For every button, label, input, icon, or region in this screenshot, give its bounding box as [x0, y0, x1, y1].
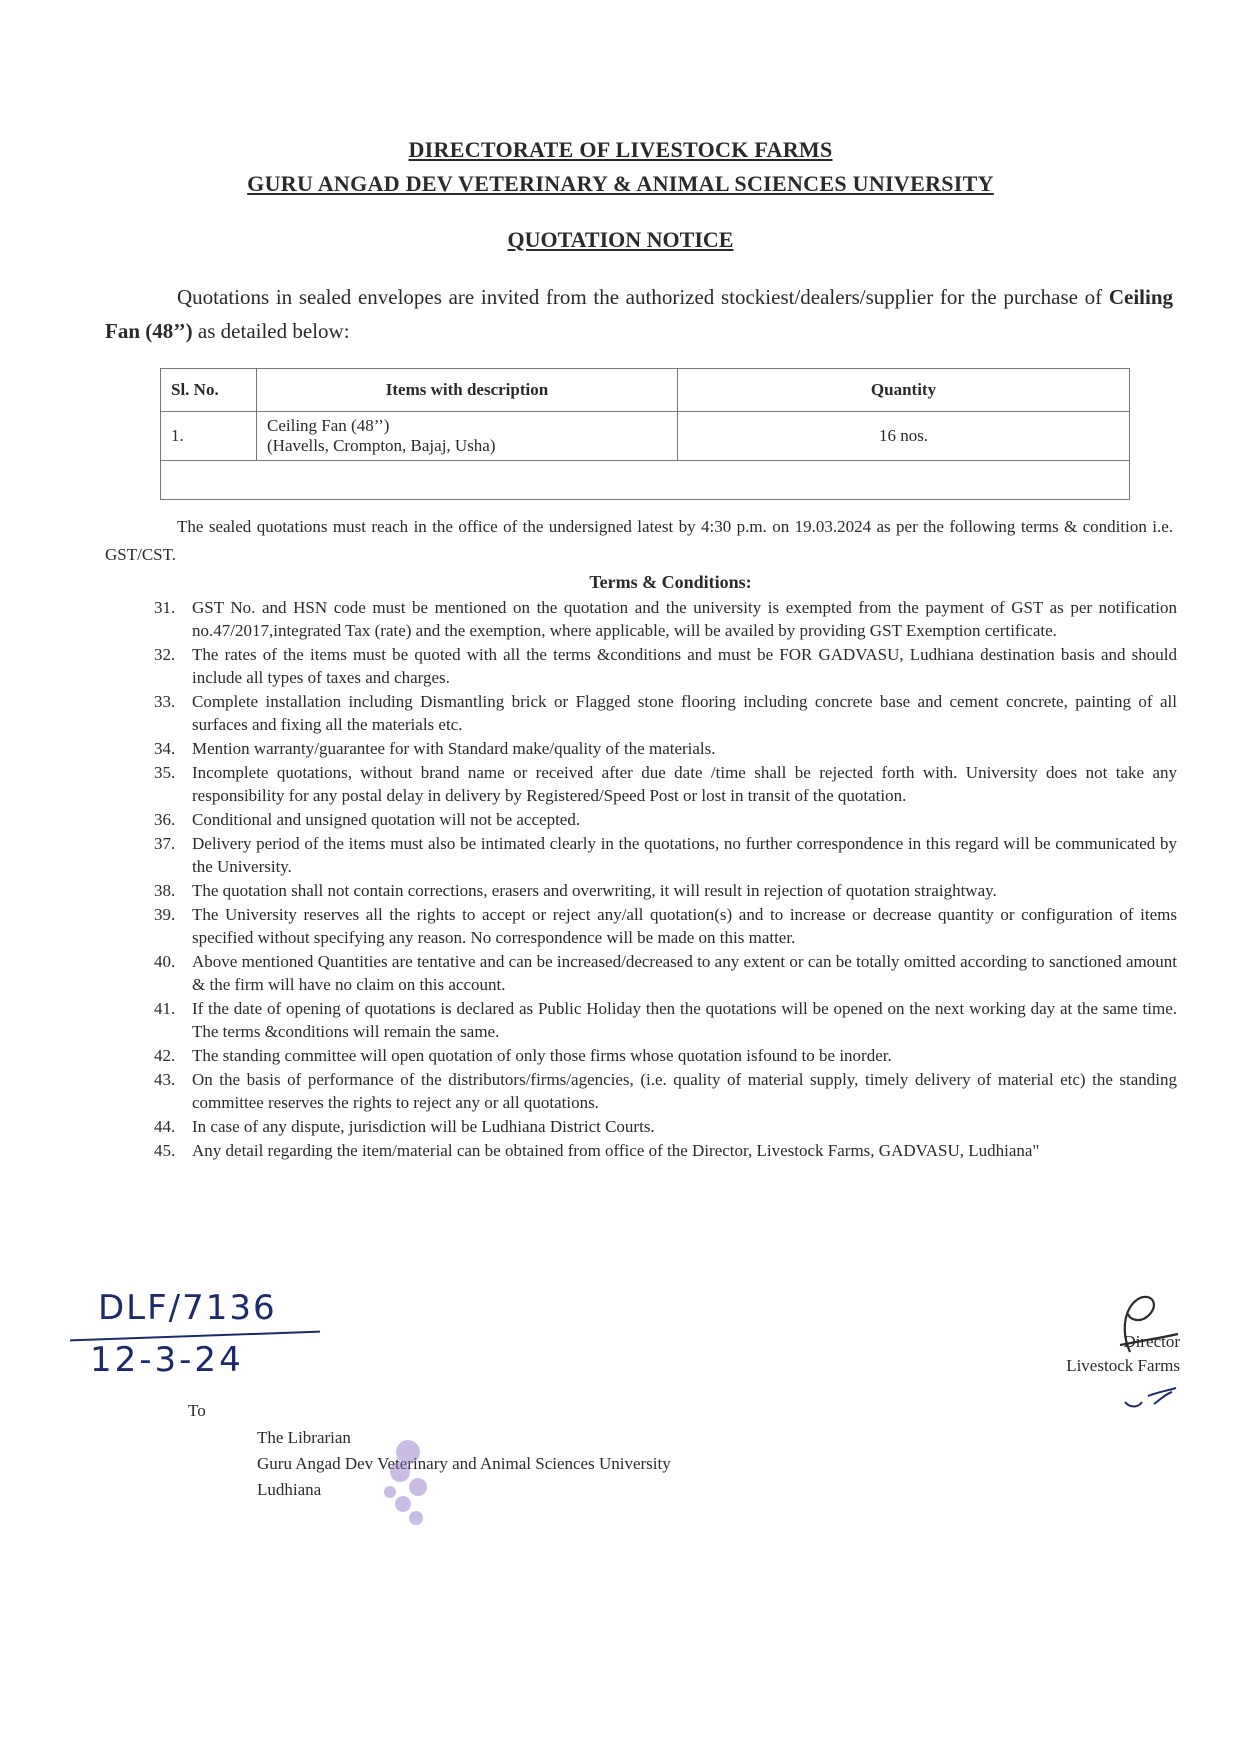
term-number: 37. — [154, 834, 176, 853]
header-quantity: Quantity — [678, 369, 1130, 412]
letterhead — [0, 133, 1241, 252]
intro-item-name: Ceiling Fan (48’’) — [105, 285, 1173, 343]
term-text: Any detail regarding the item/material can be obtained from office of the Director, Livestock Farms, GADVASU, Ludhiana" — [192, 1141, 1040, 1160]
recipient-institution: Guru Angad Dev Veterinary and Animal Sciences University — [257, 1454, 671, 1473]
directorate-title: DIRECTORATE OF LIVESTOCK FARMS — [408, 137, 833, 162]
list-item — [154, 879, 1177, 902]
list-item — [154, 1068, 1177, 1114]
terms-title: Terms & Conditions: — [589, 572, 752, 592]
header-sl-no: Sl. No. — [161, 369, 257, 412]
intro-paragraph — [105, 280, 1173, 348]
deadline-text: The sealed quotations must reach in the office of the undersigned latest by 4:30 p.m. on 19.03.2024 as per the following terms & condition i.e. GST/CST. — [105, 517, 1173, 564]
signatory-title: Director — [1123, 1332, 1180, 1351]
row-item-brands: (Havells, Crompton, Bajaj, Usha) — [267, 436, 496, 455]
list-item — [154, 1139, 1177, 1162]
university-title: GURU ANGAD DEV VETERINARY & ANIMAL SCIENCES UNIVERSITY — [247, 171, 994, 196]
list-item — [154, 1115, 1177, 1138]
term-text: The University reserves all the rights to accept or reject any/all quotation(s) and to increase or decrease quantity or configuration of items specified without specifying any reason. No correspondence will be made on this matter. — [192, 905, 1177, 947]
term-text: In case of any dispute, jurisdiction will be Ludhiana District Courts. — [192, 1117, 655, 1136]
term-number: 33. — [154, 692, 176, 711]
list-item — [154, 690, 1177, 736]
table-empty-row — [161, 461, 1130, 500]
term-number: 40. — [154, 952, 176, 971]
term-number: 31. — [154, 598, 176, 617]
signature-block — [1020, 1330, 1180, 1378]
term-text: The standing committee will open quotation of only those firms whose quotation isfound to be inorder. — [192, 1046, 892, 1065]
list-item — [154, 737, 1177, 760]
handwritten-dispatch-note — [70, 1288, 330, 1398]
handwritten-date: 12-3-24 — [90, 1340, 244, 1380]
row-item-description — [257, 412, 678, 461]
term-number: 36. — [154, 810, 176, 829]
intro-text-before: Quotations in sealed envelopes are invited from the authorized stockiest/dealers/supplier for the purchase of — [177, 285, 1109, 309]
term-number: 41. — [154, 999, 176, 1018]
term-text: On the basis of performance of the distributors/firms/agencies, (i.e. quality of material supply, timely delivery of material etc) the standing committee reserves the rights to reject any or all quotations. — [192, 1070, 1177, 1112]
row-sl-no: 1. — [161, 412, 257, 461]
row-item-name: Ceiling Fan (48’’) — [267, 416, 390, 435]
table-header-row — [161, 369, 1130, 412]
term-number: 43. — [154, 1070, 176, 1089]
term-number: 34. — [154, 739, 176, 758]
handwritten-reference: DLF/7136 — [98, 1288, 277, 1328]
to-label: To — [188, 1401, 206, 1420]
empty-cell — [161, 461, 1130, 500]
term-text: Conditional and unsigned quotation will not be accepted. — [192, 810, 581, 829]
list-item — [154, 950, 1177, 996]
list-item — [154, 1044, 1177, 1067]
term-text: GST No. and HSN code must be mentioned on the quotation and the university is exempted from the payment of GST as per notification no.47/2017,integrated Tax (rate) and the exemption, where applicable, will be availed by providing GST Exemption certificate. — [192, 598, 1177, 640]
list-item — [154, 761, 1177, 807]
list-item — [154, 997, 1177, 1043]
list-item — [154, 832, 1177, 878]
list-item — [154, 903, 1177, 949]
terms-list — [154, 596, 1177, 1163]
intro-text-after: as detailed below: — [192, 319, 350, 343]
items-table — [160, 368, 1130, 500]
recipient-city: Ludhiana — [257, 1480, 322, 1499]
term-text: The rates of the items must be quoted with all the terms &conditions and must be FOR GADVASU, Ludhiana destination basis and should include all types of taxes and charges. — [192, 645, 1177, 687]
term-number: 38. — [154, 881, 176, 900]
term-number: 45. — [154, 1141, 176, 1160]
term-text: If the date of opening of quotations is declared as Public Holiday then the quotations will be opened on the next working day at the same time. The terms &conditions will remain the same. — [192, 999, 1177, 1041]
term-text: Delivery period of the items must also be intimated clearly in the quotations, no further correspondence in this regard will be communicated by the University. — [192, 834, 1177, 876]
signatory-office: Livestock Farms — [1066, 1356, 1180, 1375]
term-number: 42. — [154, 1046, 176, 1065]
deadline-paragraph — [105, 513, 1173, 569]
row-quantity: 16 nos. — [678, 412, 1130, 461]
term-text: Above mentioned Quantities are tentative and can be increased/decreased to any extent or can be totally omitted according to sanctioned amount & the firm will have no claim on this account. — [192, 952, 1177, 994]
recipient-address — [257, 1425, 671, 1503]
list-item — [154, 643, 1177, 689]
header-items: Items with description — [257, 369, 678, 412]
term-number: 35. — [154, 763, 176, 782]
notice-title: QUOTATION NOTICE — [507, 227, 734, 252]
term-number: 39. — [154, 905, 176, 924]
list-item — [154, 808, 1177, 831]
table-row — [161, 412, 1130, 461]
list-item — [154, 596, 1177, 642]
term-text: Complete installation including Dismantling brick or Flagged stone flooring including concrete base and cement concrete, painting of all surfaces and fixing all the materials etc. — [192, 692, 1177, 734]
term-text: Mention warranty/guarantee for with Standard make/quality of the materials. — [192, 739, 716, 758]
term-number: 32. — [154, 645, 176, 664]
term-text: Incomplete quotations, without brand name or received after due date /time shall be rejected forth with. University does not take any responsibility for any postal delay in delivery by Registered/Speed Post or lost in transit of the quotation. — [192, 763, 1177, 805]
recipient-name: The Librarian — [257, 1428, 351, 1447]
term-number: 44. — [154, 1117, 176, 1136]
term-text: The quotation shall not contain corrections, erasers and overwriting, it will result in rejection of quotation straightway. — [192, 881, 997, 900]
initial-scrawl-icon — [1120, 1384, 1180, 1414]
